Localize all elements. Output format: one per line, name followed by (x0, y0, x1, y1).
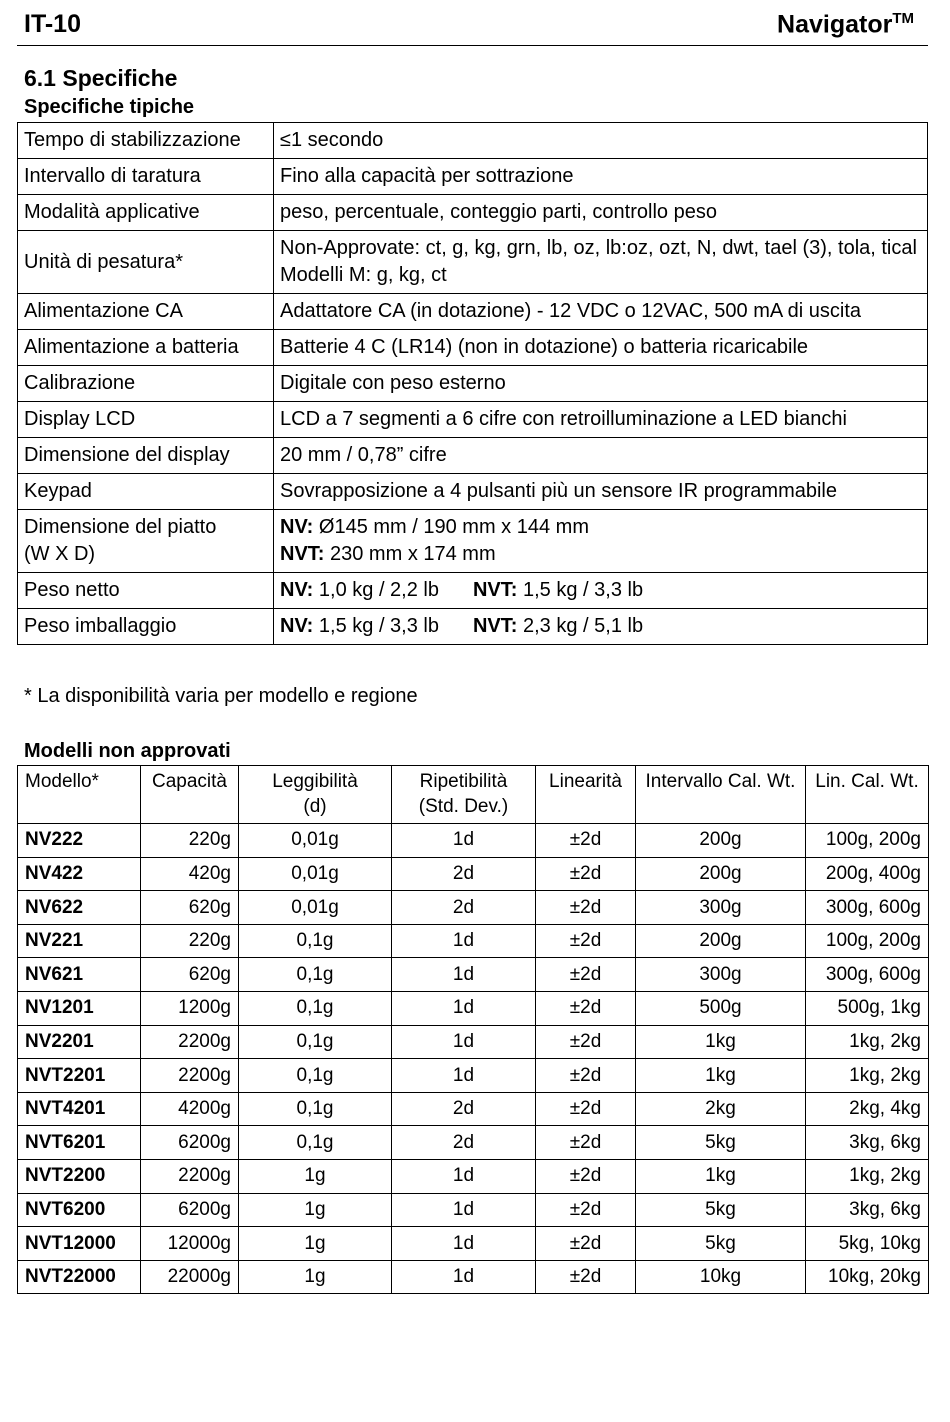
table-cell: 200g (636, 857, 806, 891)
table-cell: 4200g (141, 1092, 239, 1126)
spec-label (18, 474, 274, 510)
spec-value (274, 609, 928, 645)
spec-table (17, 122, 928, 645)
spec-row (18, 330, 928, 366)
spec-nv-value: 1,5 kg / 3,3 lb (313, 615, 439, 637)
table-cell: 6200g (141, 1193, 239, 1227)
models-header-text: Ripetibilità (419, 771, 508, 792)
table-cell: ±2d (536, 1059, 636, 1093)
table-cell: 200g, 400g (806, 857, 929, 891)
table-cell: 1kg (636, 1159, 806, 1193)
table-cell: 620g (141, 891, 239, 925)
spec-label (18, 609, 274, 645)
spec-label (18, 231, 274, 294)
spec-label (18, 123, 274, 159)
table-cell: 1d (392, 824, 536, 858)
table-cell: 2200g (141, 1025, 239, 1059)
table-cell: 100g, 200g (806, 924, 929, 958)
table-cell: 2d (392, 1126, 536, 1160)
table-cell: 1d (392, 1159, 536, 1193)
table-cell: 2d (392, 891, 536, 925)
table-row (18, 1159, 929, 1193)
models-header-text-2: (d) (303, 795, 327, 817)
table-cell: 200g (636, 824, 806, 858)
model-name-cell: NVT4201 (18, 1092, 141, 1126)
spec-value (274, 510, 928, 573)
models-header-text-2: (Std. Dev.) (418, 795, 509, 817)
table-cell: 6200g (141, 1126, 239, 1160)
product-name-text: Navigator (777, 10, 893, 39)
table-cell: ±2d (536, 924, 636, 958)
spec-label-text: Calibrazione (24, 372, 136, 394)
models-header-row (18, 766, 929, 824)
model-name-cell: NV221 (18, 924, 141, 958)
spec-value-text: Non-Approvate: ct, g, kg, grn, lb, oz, lb:oz, ozt, N, dwt, tael (3), tola, tical (280, 237, 917, 259)
table-cell: 500g, 1kg (806, 991, 929, 1025)
spec-value (274, 438, 928, 474)
models-header-text: Capacità (152, 771, 227, 792)
models-header-cell (392, 766, 536, 824)
table-cell: 1kg, 2kg (806, 1025, 929, 1059)
spec-value-text: Fino alla capacità per sottrazione (280, 165, 574, 187)
model-name-cell: NV222 (18, 824, 141, 858)
table-cell: 10kg, 20kg (806, 1260, 929, 1294)
table-cell: 0,1g (239, 1092, 392, 1126)
spec-value-text: Sovrapposizione a 4 pulsanti più un sensore IR programmabile (280, 480, 837, 502)
model-name-cell: NVT6201 (18, 1126, 141, 1160)
table-cell: 1g (239, 1227, 392, 1261)
spec-row (18, 294, 928, 330)
spec-nvt-label: NVT: (472, 579, 518, 601)
model-name-cell: NV1201 (18, 991, 141, 1025)
model-name-cell: NV621 (18, 958, 141, 992)
table-cell: 300g (636, 958, 806, 992)
spec-value-text: ≤1 secondo (280, 129, 384, 151)
spec-row (18, 366, 928, 402)
models-header-text: Leggibilità (272, 771, 358, 792)
spec-label-text: Modalità applicative (24, 201, 200, 223)
models-header-cell (536, 766, 636, 824)
table-cell: 10kg (636, 1260, 806, 1294)
table-cell: 22000g (141, 1260, 239, 1294)
spec-label (18, 330, 274, 366)
table-cell: 0,1g (239, 1059, 392, 1093)
models-header-text: Lin. Cal. Wt. (815, 771, 919, 792)
table-cell: 1kg, 2kg (806, 1159, 929, 1193)
trademark-mark: TM (892, 10, 914, 27)
spec-label-text: Intervallo di taratura (24, 165, 201, 187)
spec-nv-label: NV: (280, 516, 314, 538)
table-cell: ±2d (536, 1193, 636, 1227)
table-cell: 420g (141, 857, 239, 891)
spec-label (18, 195, 274, 231)
table-cell: 220g (141, 924, 239, 958)
spec-label-text-2: (W X D) (24, 543, 96, 565)
spec-label-text: Alimentazione a batteria (24, 336, 239, 358)
table-cell: 500g (636, 991, 806, 1025)
header-divider (17, 45, 928, 46)
table-cell: 2kg, 4kg (806, 1092, 929, 1126)
table-cell: 200g (636, 924, 806, 958)
table-cell: 2kg (636, 1092, 806, 1126)
table-cell: ±2d (536, 857, 636, 891)
section-title: 6.1 Specifiche (24, 65, 178, 91)
spec-value (274, 195, 928, 231)
spec-value-text: 20 mm / 0,78” cifre (280, 444, 447, 466)
product-name (777, 10, 914, 39)
table-cell: 1d (392, 1193, 536, 1227)
spec-label-text: Display LCD (24, 408, 136, 430)
table-cell: 1d (392, 1227, 536, 1261)
spec-nvt-label: NVT: (472, 615, 518, 637)
spec-value-text-2: Modelli M: g, kg, ct (280, 264, 447, 286)
document-code: IT-10 (24, 10, 81, 38)
table-cell: 0,1g (239, 1126, 392, 1160)
table-row (18, 891, 929, 925)
models-header-text: Modello* (25, 771, 99, 792)
table-cell: 220g (141, 824, 239, 858)
spec-label-text: Unità di pesatura* (24, 250, 183, 273)
spec-value (274, 123, 928, 159)
models-title: Modelli non approvati (24, 740, 231, 762)
models-header-cell (141, 766, 239, 824)
table-row (18, 924, 929, 958)
models-table (17, 765, 929, 1294)
table-row (18, 991, 929, 1025)
table-cell: 300g, 600g (806, 958, 929, 992)
table-row (18, 1227, 929, 1261)
table-cell: 0,1g (239, 991, 392, 1025)
spec-value (274, 294, 928, 330)
table-cell: 300g (636, 891, 806, 925)
table-row (18, 1059, 929, 1093)
spec-value-text: peso, percentuale, conteggio parti, controllo peso (280, 201, 717, 223)
model-name-cell: NVT12000 (18, 1227, 141, 1261)
table-cell: 0,01g (239, 891, 392, 925)
table-cell: 5kg (636, 1193, 806, 1227)
spec-value (274, 231, 928, 294)
model-name-cell: NV2201 (18, 1025, 141, 1059)
table-cell: 3kg, 6kg (806, 1193, 929, 1227)
spec-label (18, 294, 274, 330)
table-cell: 1kg (636, 1025, 806, 1059)
spec-row (18, 195, 928, 231)
spec-label (18, 159, 274, 195)
model-name-cell: NVT6200 (18, 1193, 141, 1227)
spec-row (18, 123, 928, 159)
table-cell: 1g (239, 1159, 392, 1193)
table-cell: 12000g (141, 1227, 239, 1261)
spec-nvt-value: 1,5 kg / 3,3 lb (517, 579, 644, 601)
table-row (18, 1025, 929, 1059)
table-cell: ±2d (536, 991, 636, 1025)
spec-label (18, 573, 274, 609)
model-name-cell: NV422 (18, 857, 141, 891)
spec-value-text: LCD a 7 segmenti a 6 cifre con retroilluminazione a LED bianchi (280, 408, 847, 430)
table-cell: 300g, 600g (806, 891, 929, 925)
table-cell: 0,01g (239, 857, 392, 891)
table-cell: 100g, 200g (806, 824, 929, 858)
table-cell: 1d (392, 924, 536, 958)
table-row (18, 824, 929, 858)
table-cell: 1g (239, 1260, 392, 1294)
spec-label-text: Tempo di stabilizzazione (24, 129, 241, 151)
spec-row (18, 231, 928, 294)
spec-label (18, 366, 274, 402)
spec-nv-label: NV: (280, 579, 314, 601)
table-cell: 5kg (636, 1126, 806, 1160)
table-cell: 1kg (636, 1059, 806, 1093)
table-cell: 2200g (141, 1159, 239, 1193)
models-header-cell (806, 766, 929, 824)
table-cell: ±2d (536, 1025, 636, 1059)
table-cell: 5kg, 10kg (806, 1227, 929, 1261)
spec-row (18, 159, 928, 195)
spec-label-text: Dimensione del piatto (24, 516, 217, 538)
table-cell: ±2d (536, 891, 636, 925)
table-cell: ±2d (536, 1159, 636, 1193)
table-cell: ±2d (536, 1227, 636, 1261)
spec-value-text: Batterie 4 C (LR14) (non in dotazione) o batteria ricaricabile (280, 336, 809, 358)
spec-row (18, 402, 928, 438)
spec-value-text: Adattatore CA (in dotazione) - 12 VDC o 12VAC, 500 mA di uscita (280, 300, 862, 322)
table-cell: 1d (392, 1260, 536, 1294)
table-cell: 3kg, 6kg (806, 1126, 929, 1160)
spec-row (18, 438, 928, 474)
subsection-title: Specifiche tipiche (24, 96, 195, 118)
model-name-cell: NVT22000 (18, 1260, 141, 1294)
spec-row (18, 609, 928, 645)
table-cell: 1d (392, 1025, 536, 1059)
models-header-cell (636, 766, 806, 824)
table-cell: 2d (392, 1092, 536, 1126)
spec-label-text: Keypad (24, 480, 92, 502)
table-cell: 2d (392, 857, 536, 891)
table-cell: 0,1g (239, 1025, 392, 1059)
spec-value (274, 366, 928, 402)
spec-label-text: Alimentazione CA (24, 300, 183, 322)
spec-nv-value: 1,0 kg / 2,2 lb (313, 579, 439, 601)
models-header-text: Intervallo Cal. Wt. (645, 771, 796, 792)
table-row (18, 958, 929, 992)
spec-label (18, 510, 274, 573)
spec-nvt-label: NVT: (280, 543, 325, 565)
spec-value (274, 159, 928, 195)
table-cell: 1d (392, 991, 536, 1025)
table-cell: 1d (392, 1059, 536, 1093)
spec-nvt-value: 2,3 kg / 5,1 lb (517, 615, 644, 637)
table-cell: 1200g (141, 991, 239, 1025)
spec-nv-label: NV: (280, 615, 314, 637)
spec-label (18, 438, 274, 474)
spec-nvt-value: 230 mm x 174 mm (324, 543, 496, 565)
table-row (18, 857, 929, 891)
table-row (18, 1092, 929, 1126)
table-cell: 0,1g (239, 924, 392, 958)
spec-value (274, 474, 928, 510)
spec-row (18, 510, 928, 573)
table-cell: 0,01g (239, 824, 392, 858)
table-row (18, 1260, 929, 1294)
models-header-cell (18, 766, 141, 824)
table-cell: ±2d (536, 1126, 636, 1160)
table-row (18, 1126, 929, 1160)
model-name-cell: NVT2201 (18, 1059, 141, 1093)
table-cell: 0,1g (239, 958, 392, 992)
table-cell: ±2d (536, 958, 636, 992)
table-cell: 5kg (636, 1227, 806, 1261)
model-name-cell: NV622 (18, 891, 141, 925)
model-name-cell: NVT2200 (18, 1159, 141, 1193)
spec-label (18, 402, 274, 438)
table-cell: 1d (392, 958, 536, 992)
spec-label-text: Dimensione del display (24, 444, 230, 466)
table-cell: 1kg, 2kg (806, 1059, 929, 1093)
footnote: * La disponibilità varia per modello e regione (24, 685, 418, 707)
spec-value (274, 330, 928, 366)
models-header-cell (239, 766, 392, 824)
spec-value (274, 573, 928, 609)
spec-value (274, 402, 928, 438)
table-cell: ±2d (536, 1092, 636, 1126)
table-cell: ±2d (536, 824, 636, 858)
spec-value-text: Digitale con peso esterno (280, 372, 506, 394)
table-cell: ±2d (536, 1260, 636, 1294)
spec-label-text: Peso netto (24, 579, 120, 601)
table-cell: 2200g (141, 1059, 239, 1093)
spec-nv-value: Ø145 mm / 190 mm x 144 mm (313, 516, 589, 538)
models-header-text: Linearità (549, 771, 622, 792)
spec-label-text: Peso imballaggio (24, 615, 177, 637)
table-row (18, 1193, 929, 1227)
table-cell: 620g (141, 958, 239, 992)
table-cell: 1g (239, 1193, 392, 1227)
spec-row (18, 573, 928, 609)
spec-row (18, 474, 928, 510)
